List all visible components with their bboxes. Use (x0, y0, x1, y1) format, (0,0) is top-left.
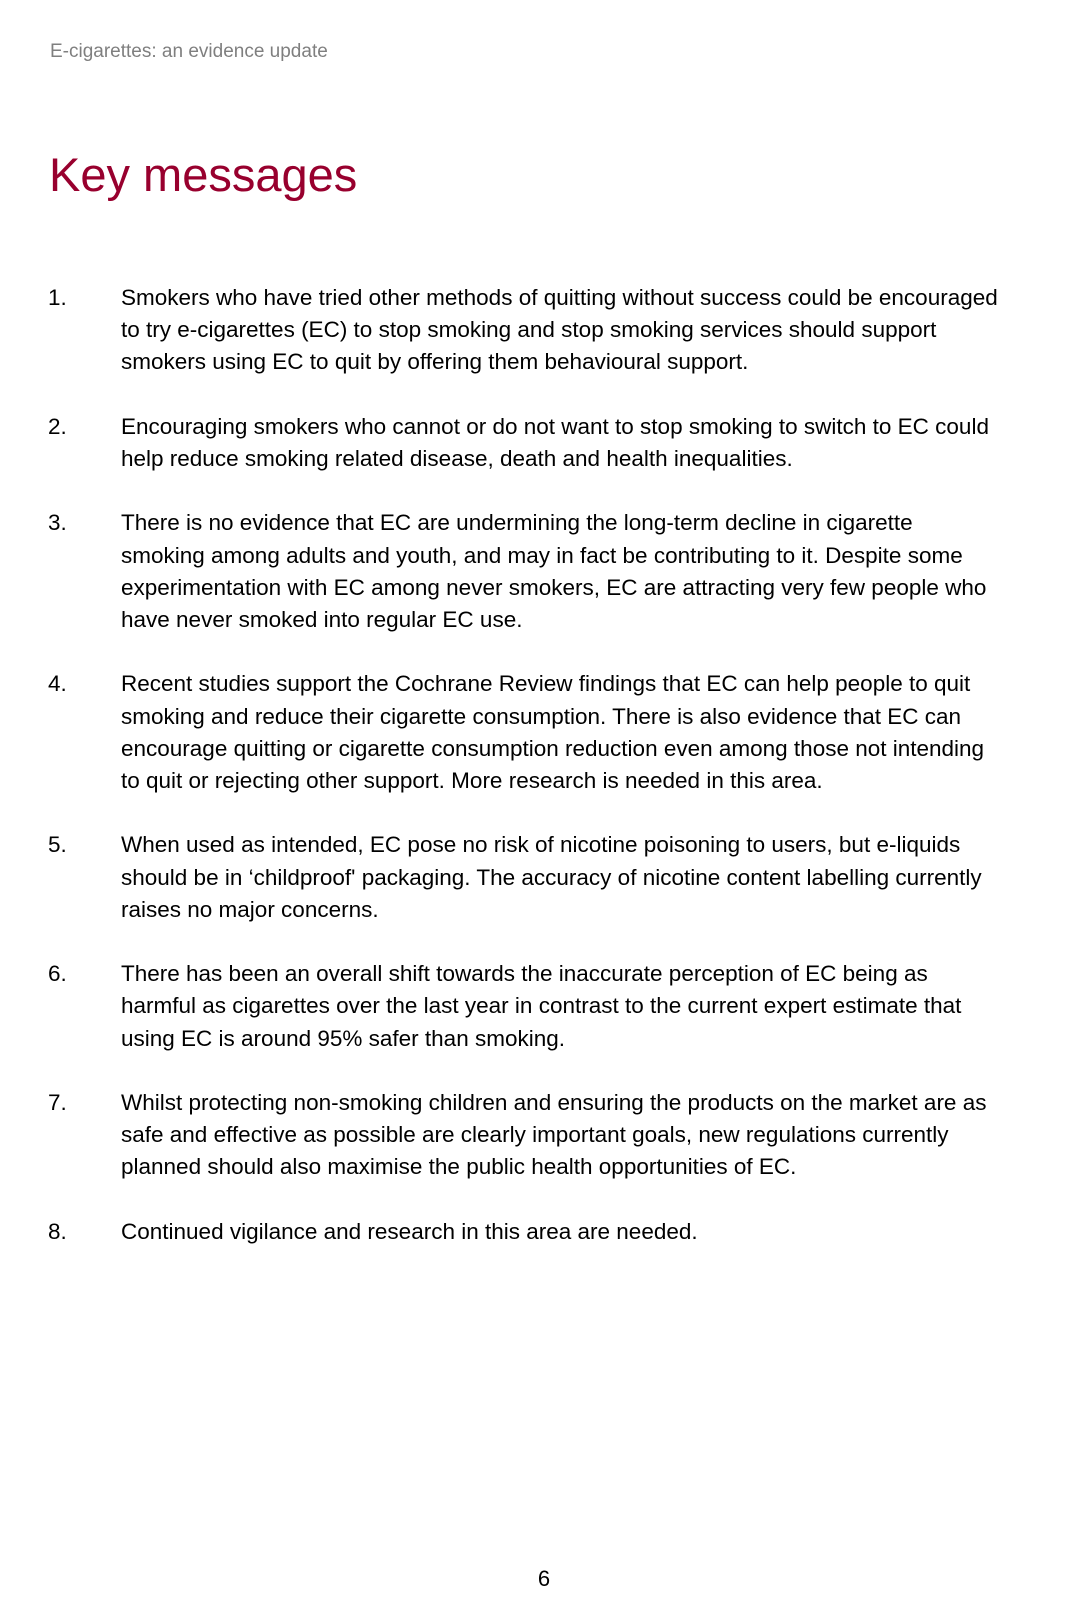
list-item-text: There is no evidence that EC are undermining the long-term decline in cigarette smoking among adults and youth, and may in fact be contributing to it. Despite some experimentation with EC among never smokers, EC are attracting very few people who have never smoked into regular EC use. (121, 510, 987, 632)
list-item (0, 829, 1088, 926)
list-item-text: Continued vigilance and research in this area are needed. (121, 1218, 698, 1244)
page-title: Key messages (49, 148, 358, 201)
key-messages-list (0, 282, 1088, 1280)
list-item-number: 6. (48, 961, 67, 987)
list-item (0, 411, 1088, 475)
list-item (0, 668, 1088, 797)
list-item-text: Recent studies support the Cochrane Review findings that EC can help people to quit smoking and reduce their cigarette consumption. There is also evidence that EC can encourage quitting or cigarette consumption reduction even among those not intending to quit or rejecting other support. More research is needed in this area. (121, 671, 985, 793)
list-item-number: 4. (48, 671, 67, 697)
list-item-text: Whilst protecting non-smoking children and ensuring the products on the market are as safe and effective as possible are clearly important goals, new regulations currently planned should also maximise the public health opportunities of EC. (121, 1089, 987, 1180)
list-item (0, 1216, 1088, 1248)
running-header: E-cigarettes: an evidence update (50, 41, 328, 62)
list-item-number: 7. (48, 1089, 67, 1115)
list-item-text: Smokers who have tried other methods of quitting without success could be encouraged to try e-cigarettes (EC) to stop smoking and stop smoking services should support smokers using EC to quit by offering them behavioural support. (121, 285, 998, 375)
list-item (0, 958, 1088, 1055)
list-item-number: 3. (48, 510, 67, 536)
list-item (0, 1087, 1088, 1184)
list-item-number: 2. (48, 413, 67, 439)
list-item-text: Encouraging smokers who cannot or do not want to stop smoking to switch to EC could help reduce smoking related disease, death and health inequalities. (121, 413, 989, 471)
list-item-number: 5. (48, 832, 67, 858)
page-number: 6 (537, 1566, 551, 1591)
list-item-text: There has been an overall shift towards the inaccurate perception of EC being as harmful as cigarettes over the last year in contrast to the current expert estimate that using EC is around 95% safer than smoking. (121, 961, 962, 1051)
list-item (0, 282, 1088, 379)
list-item-text: When used as intended, EC pose no risk of nicotine poisoning to users, but e-liquids should be in ‘childproof' packaging. The accuracy of nicotine content labelling currently raises no major concerns. (121, 832, 982, 922)
list-item-number: 8. (48, 1218, 67, 1244)
list-item-number: 1. (48, 285, 67, 310)
list-item (0, 507, 1088, 636)
